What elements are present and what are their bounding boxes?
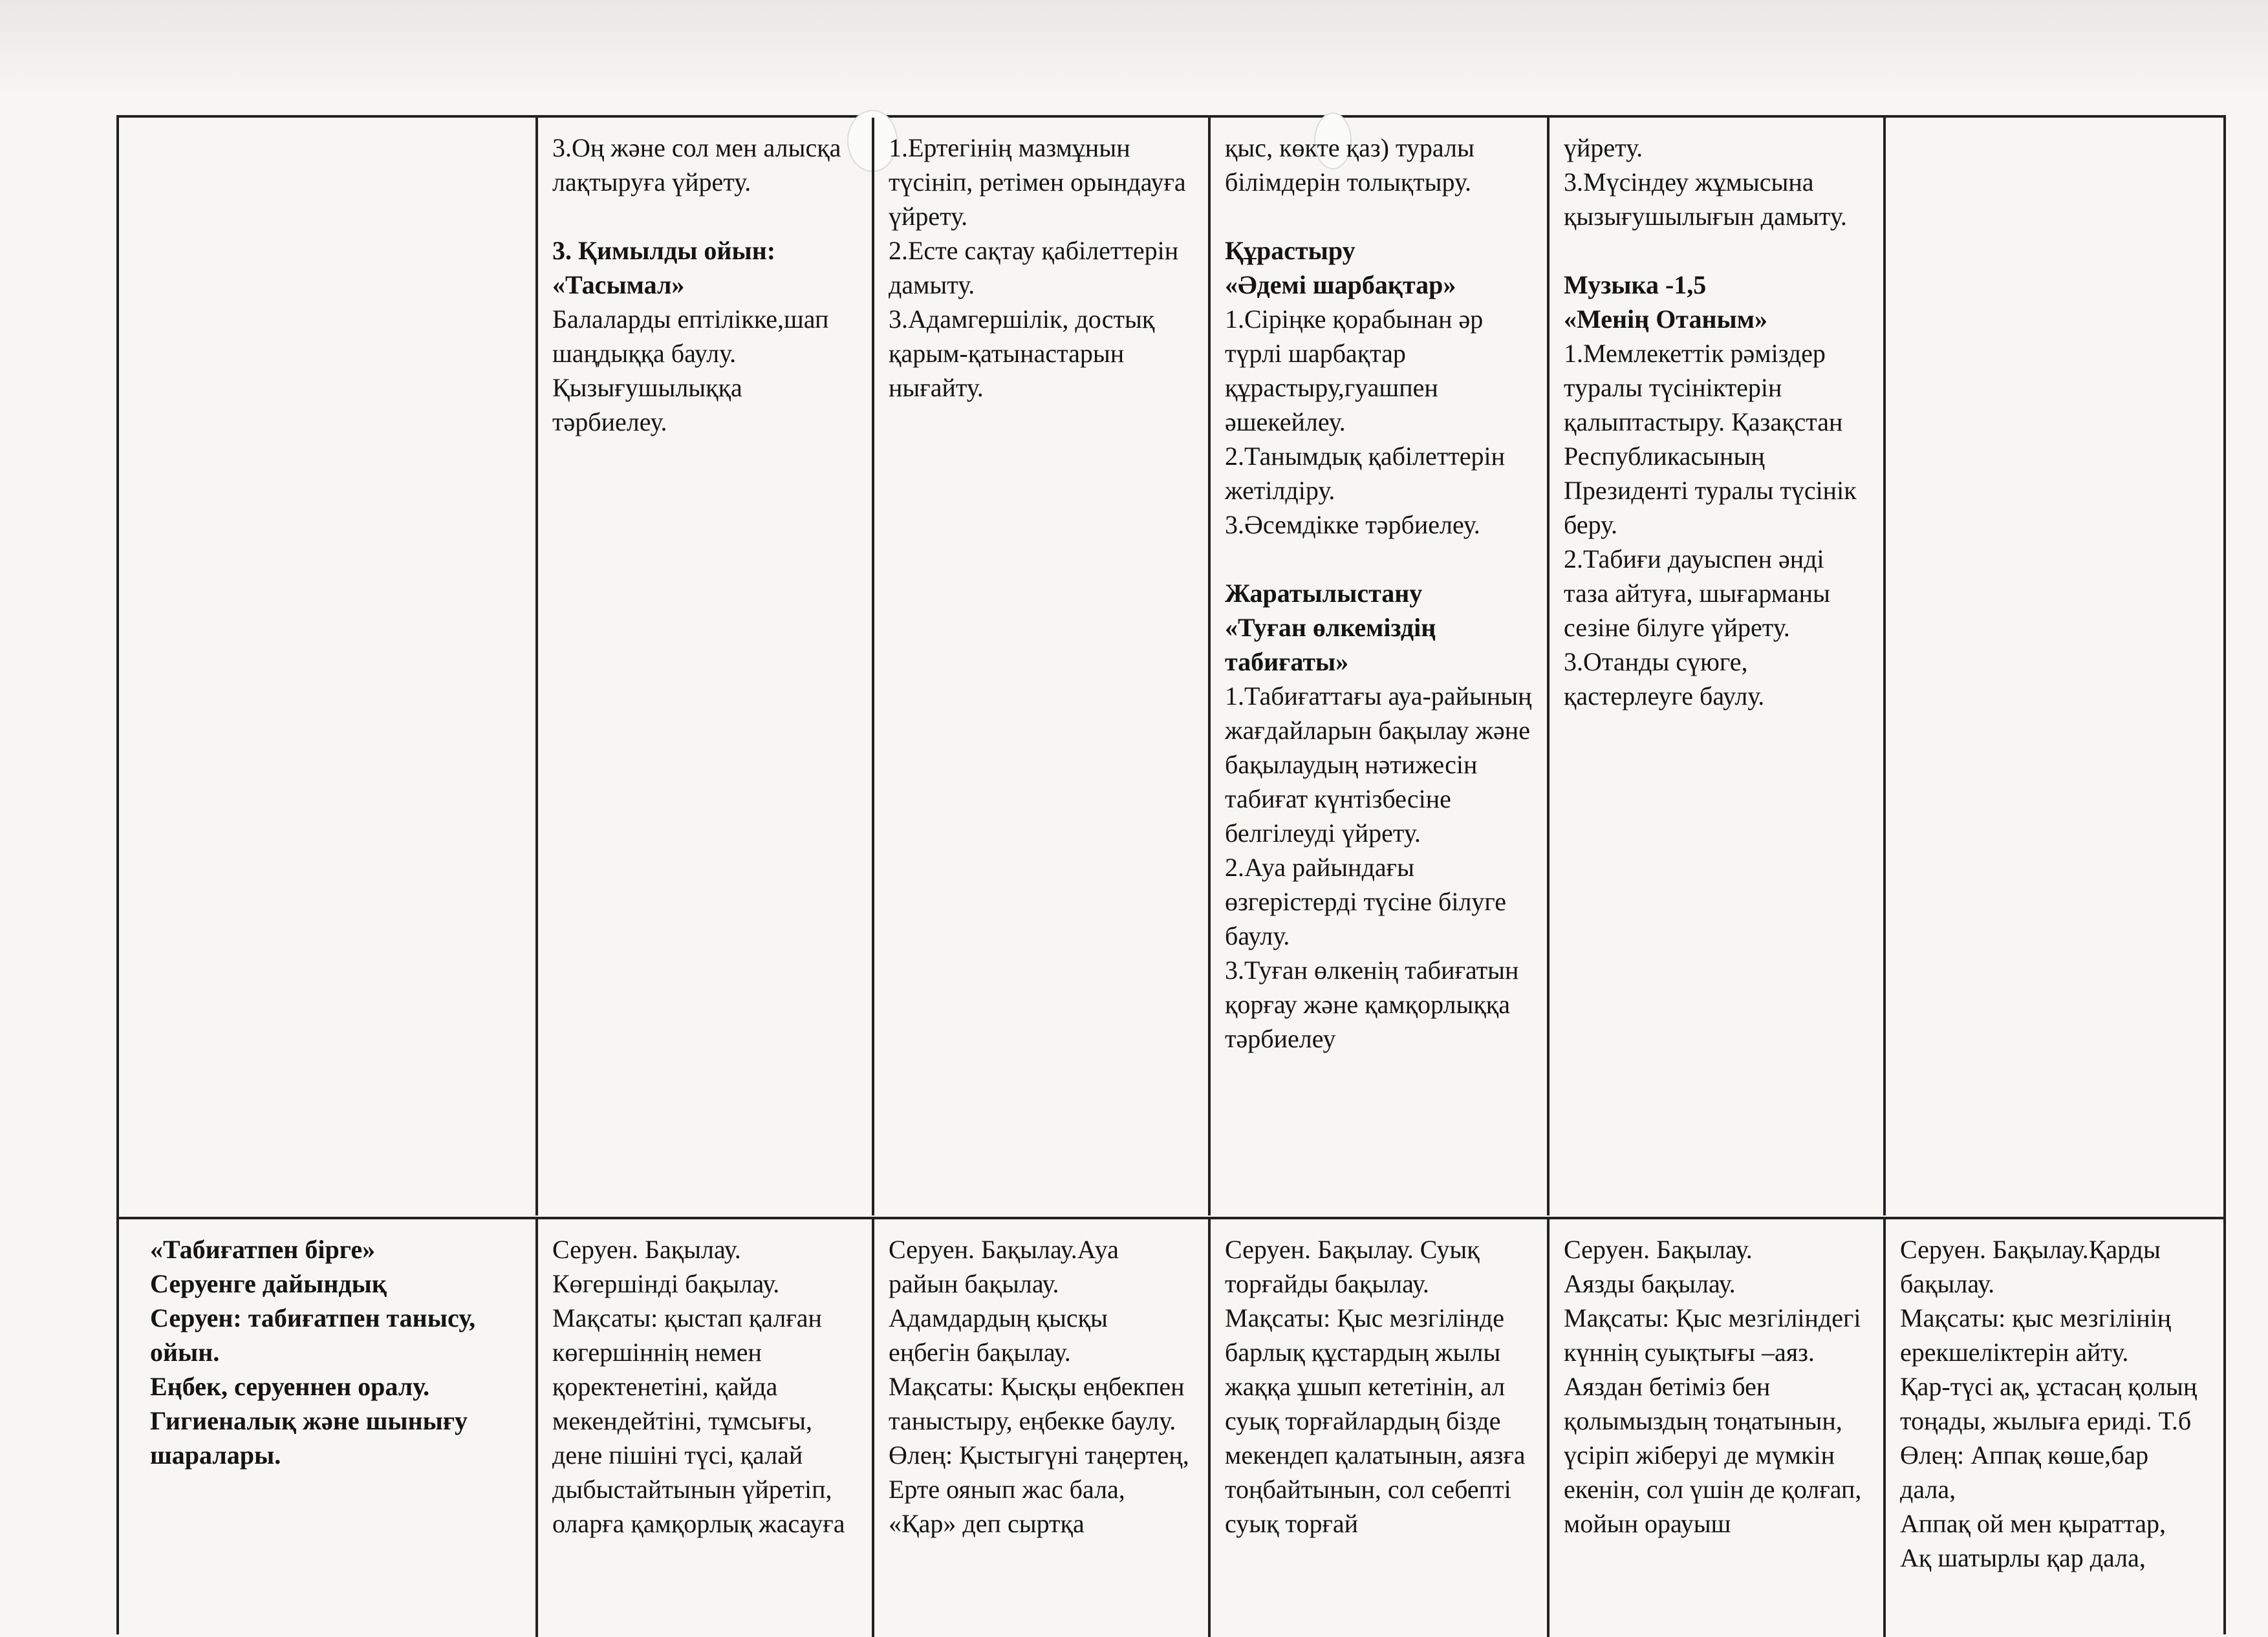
table-cell-walk-monday [535,1219,872,1637]
table-cell-construction-nature [1208,118,1547,1215]
table-cell-walk-thursday [1547,1219,1883,1637]
table-cell-empty [1883,118,2223,1215]
paragraph-spacer [1564,233,1869,268]
table-cell-walk-heading [119,1219,535,1637]
cell-heading: Құрастыру «Әдемі шарбақтар» [1225,236,1456,299]
walk-observation-text: Серуен. Бақылау. Суық торғайды бақылау. Мақсаты: Қыс мезгілінде барлық құстардың жылы жаққа ұшып кететінін, ал суық торғайлардың бізде мекендеп қалатынын, аязға тоңбайтынын, сол себепті суық торғай [1225,1235,1526,1538]
cell-paragraph: 1.Сіріңке қорабынан әр түрлі шарбақтар құрастыру,гуашпен әшекейлеу. 2.Танымдық қабілеттерін жетілдіру. 3.Әсемдікке тәрбиелеу. [1225,305,1506,539]
table-cell-walk-tuesday [872,1219,1208,1637]
walk-observation-text: Серуен. Бақылау.Ауа райын бақылау. Адамдардың қысқы еңбегін бақылау. Мақсаты: Қысқы еңбекпен таныстыру, еңбекке баулу. Өлең: Қыстыгүні таңертең, Ерте оянып жас бала, «Қар» деп сыртқа [889,1235,1189,1538]
paragraph-spacer [552,199,858,233]
table-cell-walk-wednesday [1208,1219,1547,1637]
cell-paragraph: 3.Оң және сол мен алысқа лақтыруға үйрету. [552,133,841,197]
table-cell-walk-friday [1883,1219,2223,1637]
paragraph-spacer [1225,542,1533,576]
table-row-walk [119,1217,2223,1637]
walk-observation-text: Серуен. Бақылау. Көгершінді бақылау. Мақсаты: қыстап қалған көгершіннің немен қоректенетіні, қайда мекендейтіні, тұмсығы, дене пішіні түсі, қалай дыбыстайтынын үйретіп, оларға қамқорлық жасауға [552,1235,845,1538]
cell-paragraph: үйрету. 3.Мүсіндеу жұмысына қызығушылығын дамыту. [1564,133,1847,231]
table-cell-physical-education [535,118,872,1215]
walk-observation-text: Серуен. Бақылау. Аязды бақылау. Мақсаты: Қыс мезгіліндегі күннің суықтығы –аяз. Аяздан бетіміз бен қолымыздың тоңатынын, үсіріп жіберуі де мүмкін екенін, сол үшін де қолғап, мойын орауыш [1564,1235,1862,1538]
table-cell-modeling-music [1547,118,1883,1215]
cell-paragraph: 1.Ертегінің мазмұнын түсініп, ретімен орындауға үйрету. 2.Есте сақтау қабілеттерін дамыту. 3.Адамгершілік, достық қарым-қатынастарын нығайту. [889,133,1186,402]
table-cell-fairy-tale [872,118,1208,1215]
lesson-plan-table [116,115,2226,1634]
scan-top-shadow [0,0,2268,97]
cell-heading: Музыка -1,5 «Менің Отаным» [1564,270,1767,334]
walk-observation-text: Серуен. Бақылау.Қарды бақылау. Мақсаты: қыс мезгілінің ерекшеліктерін айту. Қар-түсі ақ, ұстасаң қолың тоңады, жылыға ериді. Т.б Өлең: Аппақ көше,бар дала, Аппақ ой мен қыраттар, Ақ шатырлы қар дала, [1900,1235,2198,1572]
cell-paragraph: 1.Табиғаттағы ауа-райының жағдайларын бақылау және бақылаудың нәтижесін табиғат күнтізбесіне белгілеуді үйрету. 2.Ауа райындағы өзгерістерді түсіне білуге баулу. 3.Туған өлкенің табиғатын қорғау және қамқорлыққа тәрбиелеу [1225,681,1532,1053]
cell-heading: Жаратылыстану «Туған өлкеміздің табиғаты» [1225,579,1436,676]
table-cell-empty [119,118,535,1215]
cell-paragraph: 1.Мемлекеттік рәміздер туралы түсініктерін қалыптастыру. Қазақстан Республикасының Президенті туралы түсінік беру. 2.Табиғи дауыспен әнді таза айтуға, шығарманы сезіне білуге үйрету. 3.Отанды сүюге, қастерлеуге баулу. [1564,339,1857,711]
paragraph-spacer [1225,199,1533,233]
table-row-activities [119,118,2223,1215]
cell-heading: 3. Қимылды ойын: «Тасымал» [552,236,776,299]
cell-paragraph: Балаларды ептілікке,шап шаңдыққа баулу. Қызығушылыққа тәрбиелеу. [552,305,829,436]
cell-paragraph: қыс, көкте қаз) туралы білімдерін толықтыру. [1225,133,1474,197]
walk-heading-text: «Табиғатпен бірге» Серуенге дайындық Серуен: табиғатпен танысу, ойын. Еңбек, серуеннен оралу. Гигиеналық және шынығу шаралары. [150,1235,476,1470]
